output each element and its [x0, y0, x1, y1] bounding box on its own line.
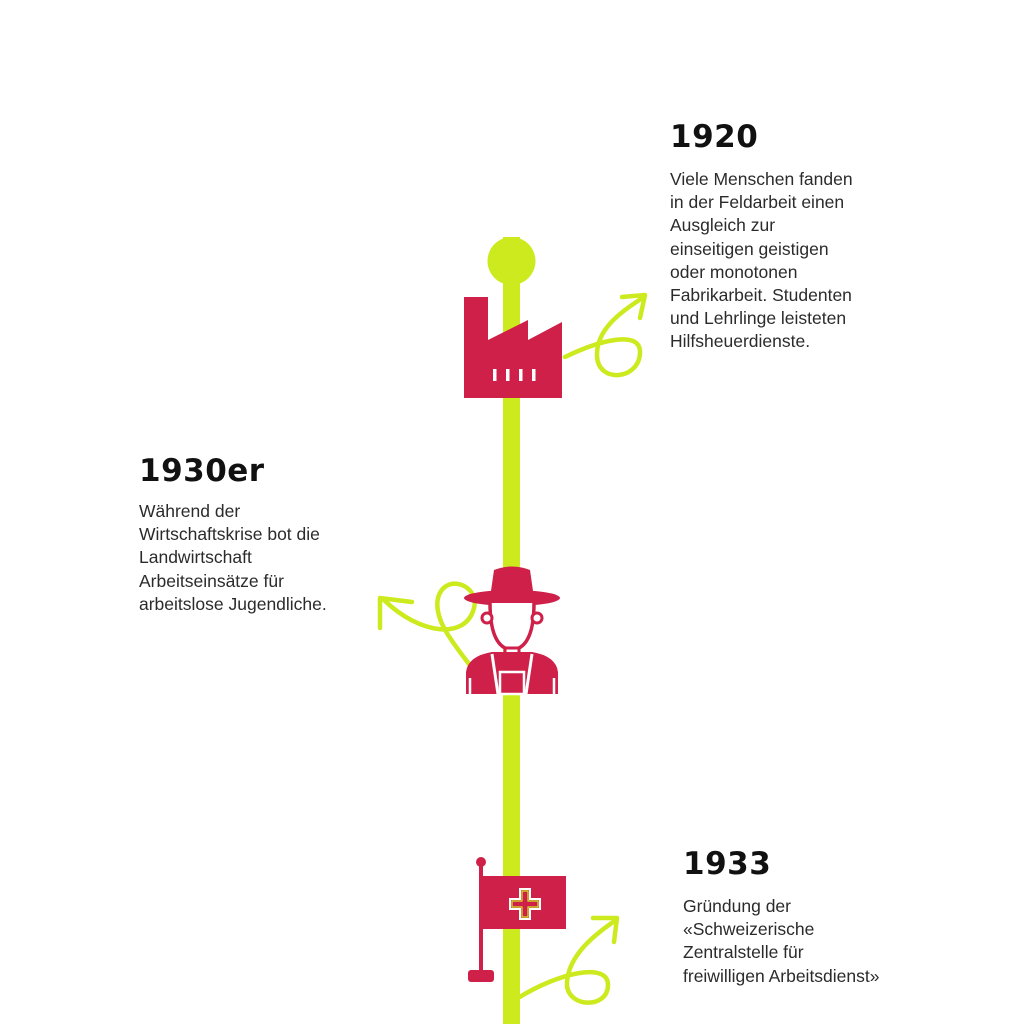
- curly-arrow-1920: [565, 295, 645, 375]
- event-description-1930er: Während der Wirtschaftskrise bot die Landwirtschaft Arbeitseinsätze für arbeitslose Jugendliche.: [139, 501, 327, 614]
- event-description-1920: Viele Menschen fanden in der Feldarbeit einen Ausgleich zur einseitigen geistigen oder monotonen Fabrikarbeit. Studenten und Lehrlinge leisteten Hilfsheuerdienste.: [670, 169, 853, 352]
- event-description-1933: Gründung der «Schweizerische Zentralstelle für freiwilligen Arbeitsdienst»: [683, 896, 880, 986]
- event-year-1933: 1933: [683, 846, 772, 882]
- curly-arrow-1933: [518, 918, 617, 1003]
- timeline-start-dot: [488, 237, 536, 285]
- event-year-1920: 1920: [670, 119, 759, 155]
- event-year-1930er: 1930er: [139, 453, 265, 489]
- farmer-icon: [464, 567, 560, 695]
